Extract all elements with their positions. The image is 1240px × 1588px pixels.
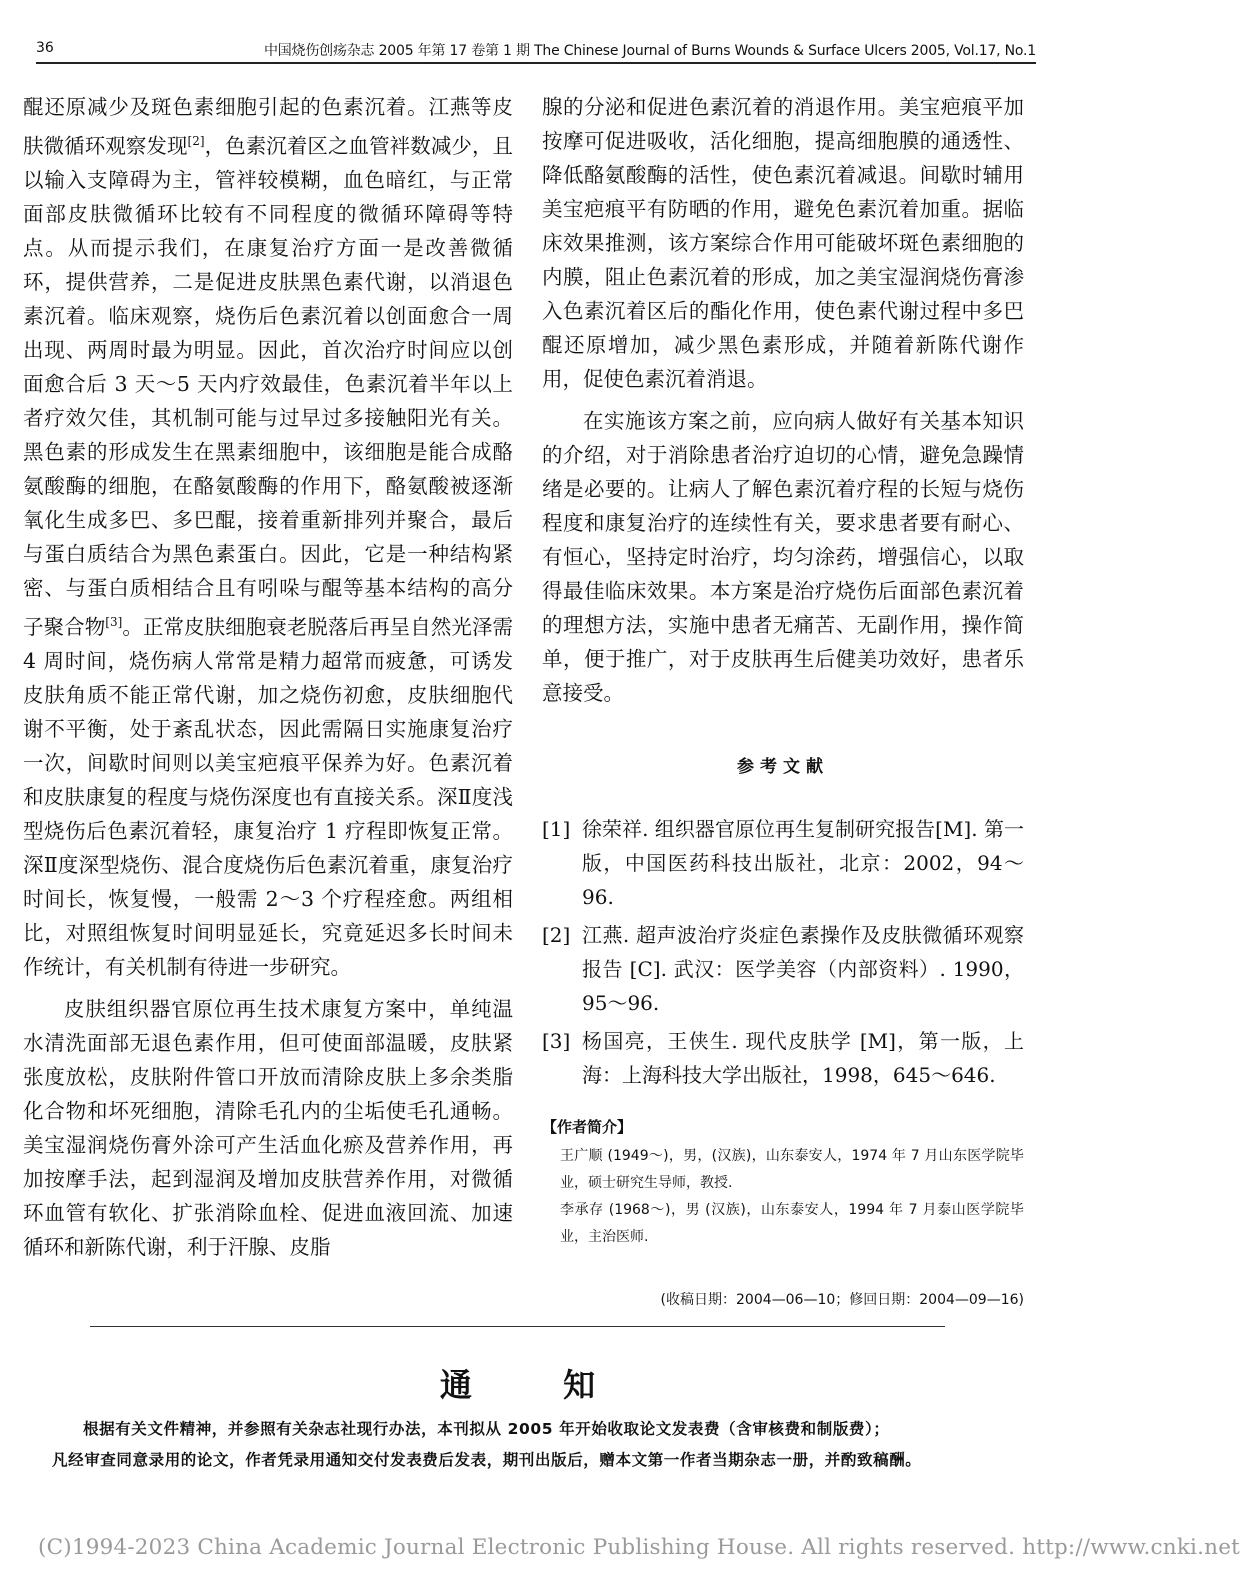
body-paragraph bbox=[23, 90, 513, 984]
notice-line: 根据有关文件精神，并参照有关杂志社现行办法，本刊拟从 2005 年开始收取论文发表费（含审核费和制版费）； bbox=[83, 1420, 890, 1438]
author-info bbox=[542, 1114, 1024, 1251]
reference-text: 杨国亮，王侠生. 现代皮肤学 [M]，第一版，上海：上海科技大学出版社，1998，645～646. bbox=[582, 1029, 1024, 1087]
notice-line: 凡经审查同意录用的论文，作者凭录用通知交付发表费后发表，期刊出版后，赠本文第一作者当期杂志一册，并酌致稿酬。 bbox=[52, 1451, 922, 1469]
reference-item bbox=[542, 918, 1024, 1020]
page-number: 36 bbox=[36, 40, 54, 56]
header-rule bbox=[36, 62, 1036, 64]
author-entry: 李承存 (1968～)，男 (汉族)，山东泰安人，1994 年 7 月泰山医学院毕业，主治医师. bbox=[560, 1202, 1024, 1245]
author-entry: 王广顺 (1949～)，男，(汉族)，山东泰安人，1974 年 7 月山东医学院毕业，硕士研究生导师，教授. bbox=[560, 1148, 1024, 1191]
reference-item bbox=[542, 812, 1024, 914]
body-paragraph: 腺的分泌和促进色素沉着的消退作用。美宝疤痕平加按摩可促进吸收，活化细胞，提高细胞膜的通透性、降低酪氨酸酶的活性，使色素沉着减退。间歇时辅用美宝疤痕平有防晒的作用，避免色素沉着加重。据临床效果推测，该方案综合作用可能破坏斑色素细胞的内膜，阻止色素沉着的形成，加之美宝湿润烧伤膏渗入色素沉着区后的酯化作用，使色素代谢过程中多巴醌还原增加，减少黑色素形成，并随着新陈代谢作用，促使色素沉着消退。 bbox=[542, 95, 1024, 391]
references-heading: 参考文献 bbox=[737, 757, 829, 777]
reference-number: [3] bbox=[542, 1029, 571, 1053]
body-text: ，色素沉着区之血管袢数减少，且以输入支障碍为主，管袢较模糊，血色暗红，与正常面部皮肤微循环比较有不同程度的微循环障碍等特点。从而提示我们，在康复治疗方面一是改善微循环，提供营养，二是促进皮肤黑色素代谢，以消退色素沉着。临床观察，烧伤后色素沉着以创面愈合一周出现、两周时最为明显。因此，首次治疗时间应以创面愈合后 3 天～5 天内疗效最佳，色素沉着半年以上者疗效欠佳，其机制可能与过早过多接触阳光有关。黑色素的形成发生在黑素细胞中，该细胞是能合成酪氨酸酶的细胞，在酪氨酸酶的作用下，酪氨酸被逐渐氧化生成多巴、多巴醌，接着重新排列并聚合，最后与蛋白质结合为黑色素蛋白。因此，它是一种结构紧密、与蛋白质相结合且有吲哚与醌等基本结构的高分子聚合物 bbox=[23, 133, 514, 639]
notice-title: 通 知 bbox=[439, 1366, 636, 1404]
notice-body bbox=[52, 1414, 1012, 1476]
page-header bbox=[36, 34, 1036, 64]
reference-text: 徐荣祥. 组织器官原位再生复制研究报告[M]. 第一版，中国医药科技出版社，北京：2002，94～96. bbox=[582, 817, 1024, 909]
citation-marker: [3] bbox=[105, 614, 123, 629]
reference-number: [1] bbox=[542, 817, 571, 841]
running-title: 中国烧伤创疡杂志 2005 年第 17 卷第 1 期 The Chinese Journal of Burns Wounds & Surface Ulcers 2005, Vol.17, No.1 bbox=[263, 43, 1036, 59]
body-text: 。正常皮肤细胞衰老脱落后再呈自然光泽需 4 周时间，烧伤病人常常是精力超常而疲惫，可诱发皮肤角质不能正常代谢，加之烧伤初愈，皮肤细胞代谢不平衡，处于紊乱状态，因此需隔日实施康复治疗一次，间歇时间则以美宝疤痕平保养为好。色素沉着和皮肤康复的程度与烧伤深度也有直接关系。深Ⅱ度浅型烧伤后色素沉着轻，康复治疗 1 疗程即恢复正常。深Ⅱ度深型烧伤、混合度烧伤后色素沉着重，康复治疗时间长，恢复慢，一般需 2～3 个疗程痊愈。两组相比，对照组恢复时间明显延长，究竟延迟多长时间未作统计，有关机制有待进一步研究。 bbox=[23, 614, 514, 979]
reference-text: 江燕. 超声波治疗炎症色素操作及皮肤微循环观察报告 [C]. 武汉：医学美容（内部资料）. 1990，95～96. bbox=[582, 923, 1024, 1015]
body-paragraph: 在实施该方案之前，应向病人做好有关基本知识的介绍，对于消除患者治疗迫切的心情，避免急躁情绪是必要的。让病人了解色素沉着疗程的长短与烧伤程度和康复治疗的连续性有关，要求患者要有耐心、有恒心，坚持定时治疗，均匀涂药，增强信心，以取得最佳临床效果。本方案是治疗烧伤后面部色素沉着的理想方法，实施中患者无痛苦、无副作用，操作简单，便于推广，对于皮肤再生后健美功效好，患者乐意接受。 bbox=[542, 409, 1024, 705]
body-text: 醌还原减少及斑色素细胞引起的色素沉着。江燕等皮肤微循环观察发现 bbox=[23, 95, 513, 158]
reference-list bbox=[542, 812, 1024, 1092]
right-column bbox=[542, 90, 1024, 1317]
reference-item bbox=[542, 1024, 1024, 1092]
section-divider bbox=[90, 1326, 945, 1327]
left-column bbox=[23, 90, 513, 1264]
copyright-watermark: (C)1994-2023 China Academic Journal Electronic Publishing House. All rights reserved. http://www.cnki.net bbox=[38, 1535, 1240, 1560]
body-paragraph: 皮肤组织器官原位再生技术康复方案中，单纯温水清洗面部无退色素作用，但可使面部温暖，皮肤紧张度放松，皮肤附件管口开放而清除皮肤上多余类脂化合物和坏死细胞，清除毛孔内的尘垢使毛孔通畅。美宝湿润烧伤膏外涂可产生活血化瘀及营养作用，再加按摩手法，起到湿润及增加皮肤营养作用，对微循环血管有软化、扩张消除血栓、促进血液回流、加速循环和新陈代谢，利于汗腺、皮脂 bbox=[23, 996, 513, 1259]
author-heading: 【作者简介】 bbox=[542, 1118, 633, 1136]
reference-number: [2] bbox=[542, 923, 571, 947]
citation-marker: [2] bbox=[187, 134, 205, 148]
received-dates: (收稿日期：2004—06—10；修回日期：2004—09—16) bbox=[660, 1292, 1024, 1308]
